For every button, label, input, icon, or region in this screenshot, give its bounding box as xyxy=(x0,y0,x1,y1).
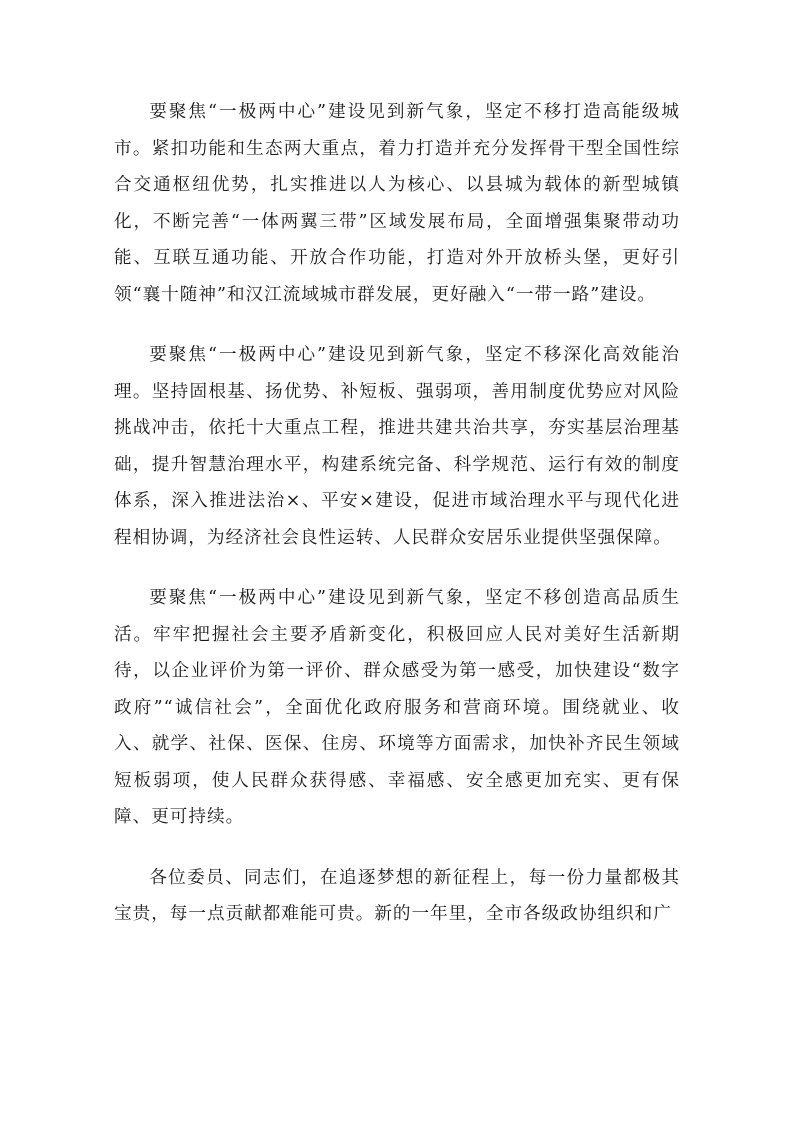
document-body xyxy=(114,94,680,957)
paragraph-high-level-city: 要聚焦“一极两中心”建设见到新气象，坚定不移打造高能级城市。紧扣功能和生态两大重点，着力打造并充分发挥骨干型全国性综合交通枢纽优势，扎实推进以人为核心、以县城为载体的新型城镇化，不断完善“一体两翼三带”区域发展布局，全面增强集聚带动功能、互联互通功能、开放合作功能，打造对外开放桥头堡，更好引领“襄十随神”和汉江流域城市群发展，更好融入“一带一路”建设。 xyxy=(114,102,680,305)
paragraph-closing: 各位委员、同志们，在追逐梦想的新征程上，每一份力量都极其宝贵，每一点贡献都难能可贵。新的一年里，全市各级政协组织和广 xyxy=(114,867,680,924)
paragraph-quality-life: 要聚焦“一极两中心”建设见到新气象，坚定不移创造高品质生活。牢牢把握社会主要矛盾新变化，积极回应人民对美好生活新期待，以企业评价为第一评价、群众感受为第一感受，加快建设“数字政府”“诚信社会”，全面优化政府服务和营商环境。围绕就业、收入、就学、社保、医保、住房、环境等方面需求，加快补齐民生领域短板弱项，使人民群众获得感、幸福感、安全感更加充实、更有保障、更可持续。 xyxy=(114,588,680,827)
paragraph-governance: 要聚焦“一极两中心”建设见到新气象，坚定不移深化高效能治理。坚持固根基、扬优势、补短板、强弱项，善用制度优势应对风险挑战冲击，依托十大重点工程，推进共建共治共享，夯实基层治理基础，提升智慧治理水平，构建系统完备、科学规范、运行有效的制度体系，深入推进法治×、平安×建设，促进市域治理水平与现代化进程相协调，为经济社会良性运转、人民群众安居乐业提供坚强保障。 xyxy=(114,345,680,548)
